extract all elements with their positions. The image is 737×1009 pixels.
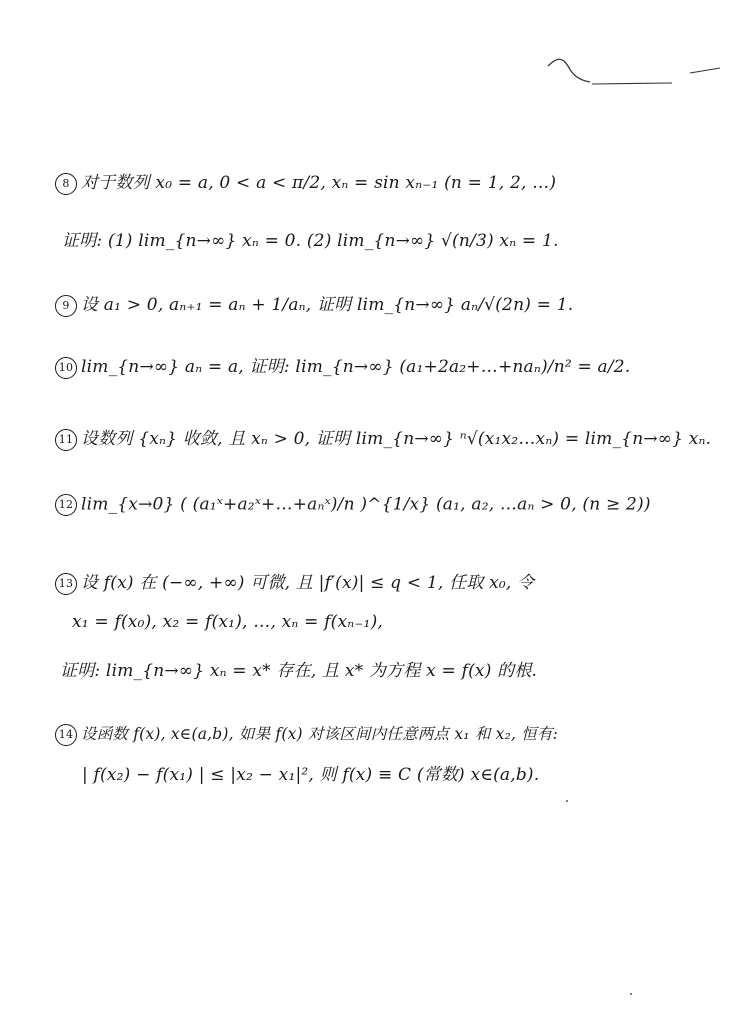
problem-text: 设数列 {xₙ} 收敛, 且 xₙ > 0, 证明 lim_{n→∞} ⁿ√(x₁x₂…xₙ) = lim_{n→∞} xₙ. [81,429,712,449]
problem-text: 设 a₁ > 0, aₙ₊₁ = aₙ + 1/aₙ, 证明 lim_{n→∞} aₙ/√(2n) = 1. [81,295,574,315]
problem-number-circle: 13 [55,573,77,595]
problem-13-line-3 [60,656,537,681]
problem-13-line-2 [72,612,383,632]
problem-text: 证明: (1) lim_{n→∞} xₙ = 0. (2) lim_{n→∞} √(n/3) xₙ = 1. [62,231,559,251]
problem-text: 设 f(x) 在 (−∞, +∞) 可微, 且 |f′(x)| ≤ q < 1, 任取 x₀, 令 [81,573,535,593]
problem-number-circle: 8 [55,173,77,195]
problem-10-line-1 [55,352,630,379]
problem-number-circle: 10 [55,357,77,379]
problem-13-line-1 [55,568,534,595]
problem-14-line-2 [82,760,539,785]
scan-speck [630,993,632,995]
problem-text: | f(x₂) − f(x₁) | ≤ |x₂ − x₁|², 则 f(x) ≡ C (常数) x∈(a,b). [82,765,540,785]
problem-text: x₁ = f(x₀), x₂ = f(x₁), …, xₙ = f(xₙ₋₁), [72,612,384,632]
problem-text: 对于数列 x₀ = a, 0 < a < π/2, xₙ = sin xₙ₋₁ (n = 1, 2, …) [81,173,557,193]
scan-speck [566,800,568,802]
problem-text: lim_{x→0} ( (a₁ˣ+a₂ˣ+…+aₙˣ)/n )^{1/x} (a₁, a₂, …aₙ > 0, (n ≥ 2)) [81,494,651,515]
problem-number-circle: 11 [55,429,77,451]
problem-14-line-1 [55,722,558,746]
problem-8-line-2 [62,226,559,251]
problem-9-line-1 [55,290,573,317]
problem-number-circle: 9 [55,295,77,317]
problem-text: lim_{n→∞} aₙ = a, 证明: lim_{n→∞} (a₁+2a₂+…+naₙ)/n² = a/2. [81,357,631,377]
problem-12-line-1 [55,494,651,516]
problem-number-circle: 12 [55,494,77,516]
problem-text: 证明: lim_{n→∞} xₙ = x* 存在, 且 x* 为方程 x = f(x) 的根. [60,661,538,681]
problem-11-line-1 [55,424,711,451]
problem-text: 设函数 f(x), x∈(a,b), 如果 f(x) 对该区间内任意两点 x₁ 和 x₂, 恒有: [81,725,559,743]
problem-number-circle: 14 [55,724,77,746]
problem-8-line-1 [55,168,556,195]
corner-scribble [0,0,737,120]
